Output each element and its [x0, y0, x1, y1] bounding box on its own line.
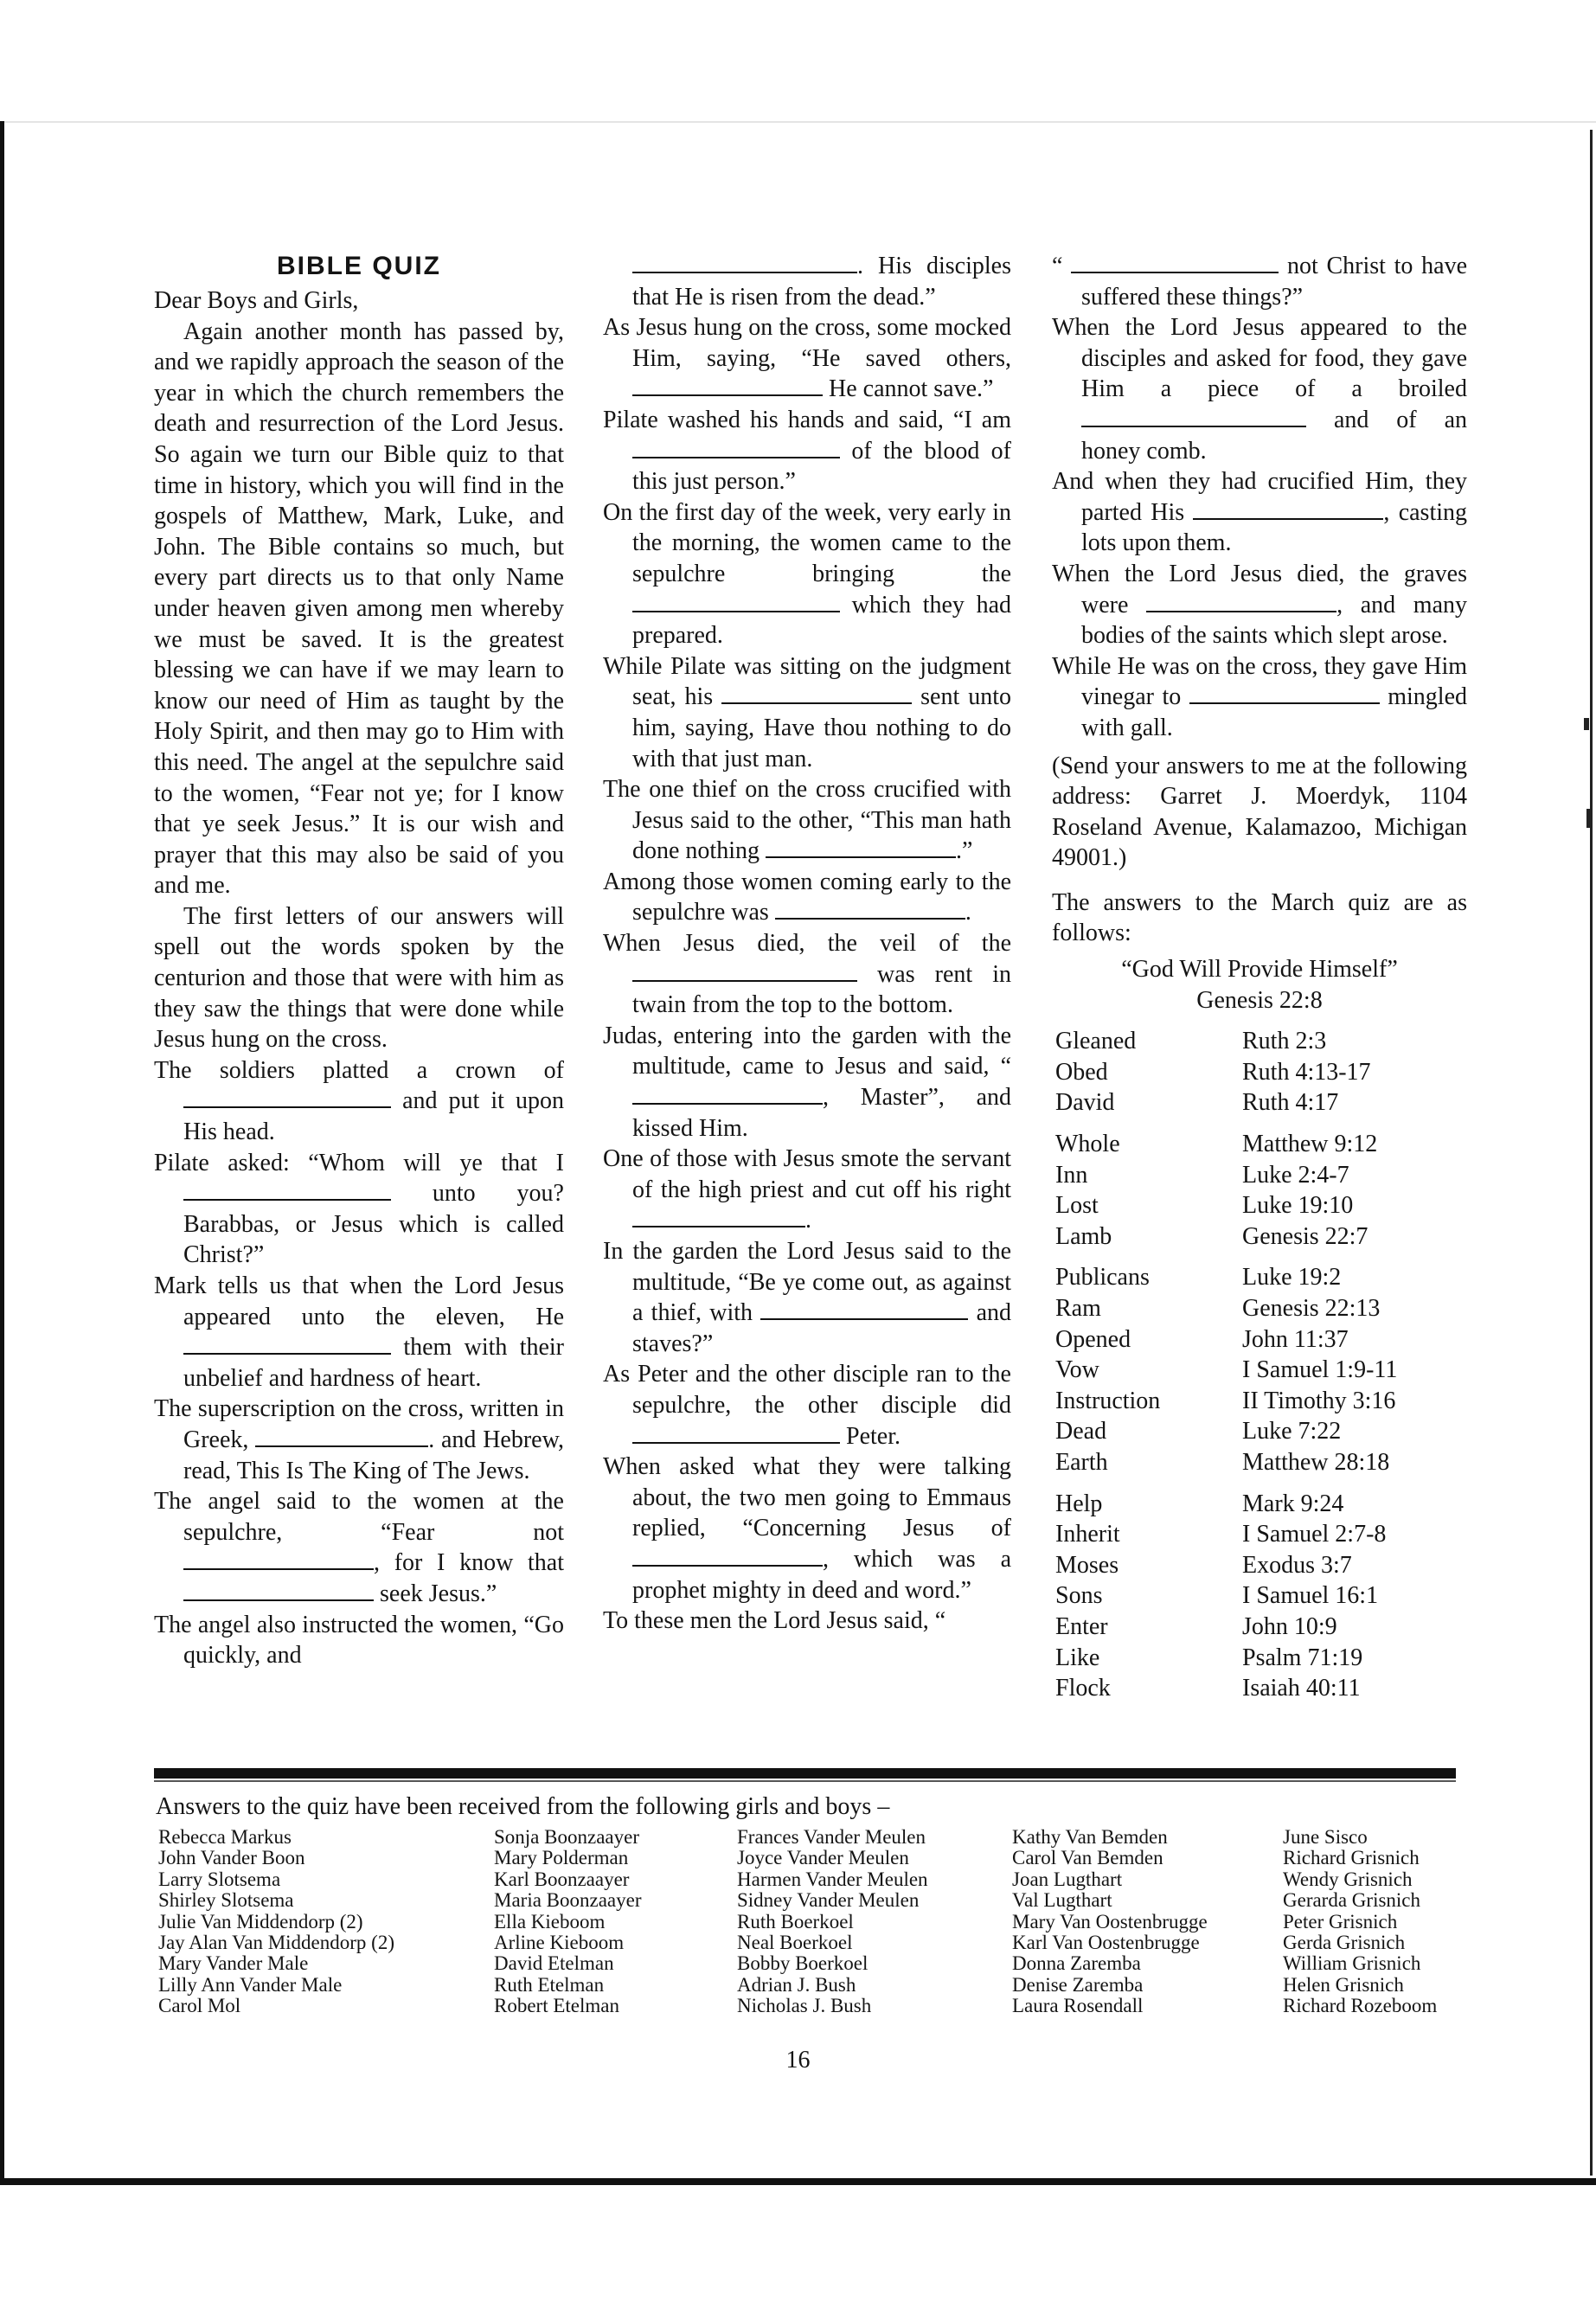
- answer-reference: Exodus 3:7: [1242, 1551, 1352, 1579]
- answer-blank: [183, 1549, 374, 1570]
- answer-reference: Genesis 22:13: [1242, 1295, 1381, 1322]
- quiz-column-2: [603, 251, 1011, 1637]
- quiz-question: While He was on the cross, they gave Him vinegar to mingled with gall.: [1052, 652, 1467, 741]
- contributor-name: Gerda Grisnich: [1283, 1932, 1406, 1954]
- answer-blank: [1071, 253, 1279, 273]
- answer-reference: Matthew 9:12: [1242, 1131, 1378, 1158]
- contributor-name: Harmen Vander Meulen: [737, 1868, 928, 1890]
- quiz-question-continued: “ not Christ to have suffered these things?”: [1052, 253, 1468, 311]
- quiz-column-3: [1052, 251, 1467, 1704]
- answer-reference: Luke 7:22: [1242, 1418, 1342, 1445]
- answer-word: Dead: [1055, 1418, 1107, 1445]
- answer-blank: [632, 375, 823, 396]
- contributors-column: [158, 1827, 394, 2017]
- answer-row: [1052, 1673, 1467, 1704]
- quiz-question: Among those women coming early to the sepulchre was .: [603, 868, 1011, 926]
- answer-row: [1052, 1293, 1467, 1324]
- contributor-name: Sonja Boonzaayer: [494, 1826, 639, 1848]
- answer-reference: I Samuel 1:9-11: [1242, 1356, 1398, 1384]
- quiz-question: Judas, entering into the garden with the multitude, came to Jesus and said, “, Master”, and kissed Him.: [603, 1022, 1011, 1142]
- answer-row: [1052, 1324, 1467, 1356]
- answer-row: [1052, 1386, 1467, 1417]
- contributor-name: Neal Boerkoel: [737, 1932, 853, 1954]
- quiz-column-1: [154, 251, 564, 1671]
- answer-row: [1052, 1580, 1467, 1612]
- contributor-name: Bobby Boerkoel: [737, 1952, 869, 1975]
- answer-reference: Mark 9:24: [1242, 1490, 1344, 1517]
- answer-blank: [632, 438, 840, 458]
- contributor-name: Denise Zaremba: [1012, 1973, 1144, 1996]
- quiz-question: The angel said to the women at the sepulchre, “Fear not , for I know that seek Jesus.”: [154, 1488, 564, 1607]
- contributor-name: William Grisnich: [1283, 1952, 1421, 1975]
- answer-row: [1052, 1016, 1467, 1057]
- answer-row: [1052, 1416, 1467, 1447]
- send-answers-note: (Send your answers to me at the following address: Garret J. Moerdyk, 1104 Roseland Avenue, Kalamazoo, Michigan 49001.): [1052, 752, 1467, 872]
- contributor-name: Arline Kieboom: [494, 1932, 625, 1954]
- answer-blank: [632, 592, 840, 612]
- scan-mark: [1584, 718, 1589, 730]
- contributors-column: [494, 1827, 642, 2017]
- answer-reference: John 11:37: [1242, 1325, 1349, 1353]
- section-divider: [154, 1768, 1456, 1779]
- quiz-question: On the first day of the week, very early in the morning, the women came to the sepulchre bringing the which they had prepared.: [603, 498, 1012, 650]
- quiz-question: To these men the Lord Jesus said, “: [603, 1607, 946, 1635]
- answer-word: Inherit: [1055, 1521, 1120, 1548]
- answer-word: Lamb: [1055, 1222, 1112, 1250]
- answer-word: Earth: [1055, 1448, 1108, 1476]
- answer-blank: [760, 1299, 968, 1320]
- answer-reference: Ruth 4:13-17: [1242, 1058, 1371, 1086]
- quiz-question-continued: . His disciples that He is risen from the dead.”: [632, 253, 1011, 311]
- contributor-name: David Etelman: [494, 1952, 614, 1975]
- answer-reference: I Samuel 2:7-8: [1242, 1521, 1387, 1548]
- answer-blank: [1146, 592, 1336, 612]
- answer-blank: [632, 253, 857, 273]
- quiz-question: Pilate washed his hands and said, “I am of the blood of this just person.”: [603, 406, 1011, 496]
- answer-word: Ram: [1055, 1295, 1101, 1322]
- answer-row: [1052, 1252, 1467, 1293]
- contributor-name: Peter Grisnich: [1283, 1910, 1398, 1932]
- contributor-name: Maria Boonzaayer: [494, 1889, 642, 1912]
- answer-row: [1052, 1355, 1467, 1386]
- contributor-name: Wendy Grisnich: [1283, 1868, 1413, 1890]
- contributor-name: June Sisco: [1283, 1826, 1368, 1848]
- answer-reference: Ruth 4:17: [1242, 1089, 1339, 1117]
- contributor-name: Larry Slotsema: [158, 1868, 281, 1890]
- contributors-column: [737, 1827, 928, 2017]
- answers-title: “God Will Provide Himself”: [1121, 956, 1398, 984]
- answer-blank: [632, 1084, 823, 1105]
- answer-reference: Luke 19:2: [1242, 1264, 1342, 1292]
- answer-blank: [1193, 499, 1383, 520]
- answer-word: Publicans: [1055, 1264, 1150, 1292]
- answer-row: [1052, 1447, 1467, 1478]
- answer-row: [1052, 1190, 1467, 1221]
- answer-word: David: [1055, 1089, 1115, 1117]
- contributor-name: Julie Van Middendorp (2): [158, 1910, 363, 1932]
- contributor-name: Richard Rozeboom: [1283, 1995, 1438, 2017]
- contributor-name: Sidney Vander Meulen: [737, 1889, 920, 1912]
- contributor-name: Frances Vander Meulen: [737, 1826, 926, 1848]
- quiz-question: When the Lord Jesus died, the graves were , and many bodies of the saints which slept arose.: [1052, 560, 1467, 650]
- answer-reference: Isaiah 40:11: [1242, 1675, 1361, 1702]
- answer-row: [1052, 1087, 1467, 1118]
- answer-reference: Genesis 22:7: [1242, 1222, 1368, 1250]
- contributor-name: Karl Boonzaayer: [494, 1868, 630, 1890]
- answer-reference: John 10:9: [1242, 1612, 1337, 1640]
- quiz-question: In the garden the Lord Jesus said to the multitude, “Be ye come out, as against a thief, with and staves?”: [603, 1238, 1012, 1357]
- answer-row: [1052, 1519, 1467, 1550]
- answer-word: Opened: [1055, 1325, 1131, 1353]
- answer-row: [1052, 1118, 1467, 1160]
- page-right-edge: [1590, 130, 1593, 2176]
- quiz-question: The angel also instructed the women, “Go quickly, and: [154, 1611, 564, 1670]
- contributor-name: Nicholas J. Bush: [737, 1995, 872, 2017]
- answers-intro: The answers to the March quiz are as follows:: [1052, 888, 1467, 947]
- contributor-name: Carol Van Bemden: [1012, 1847, 1163, 1869]
- answer-blank: [183, 1180, 391, 1201]
- answer-blank: [721, 683, 912, 704]
- answer-word: Moses: [1055, 1551, 1119, 1579]
- page-number: 16: [785, 2047, 811, 2073]
- answer-blank: [1189, 683, 1380, 704]
- contributor-name: Donna Zaremba: [1012, 1952, 1141, 1975]
- quiz-question: The superscription on the cross, written in Greek, . and Hebrew, read, This Is The King of The Jews.: [154, 1395, 565, 1484]
- answer-word: Gleaned: [1055, 1028, 1137, 1055]
- answer-word: Like: [1055, 1644, 1100, 1671]
- quiz-question: The soldiers platted a crown of and put it upon His head.: [154, 1056, 565, 1146]
- answer-word: Instruction: [1055, 1387, 1161, 1414]
- contributor-name: Kathy Van Bemden: [1012, 1826, 1168, 1848]
- page-title: BIBLE QUIZ: [277, 252, 441, 280]
- answer-blank: [183, 1087, 391, 1108]
- contributor-name: Ella Kieboom: [494, 1910, 606, 1932]
- contributor-name: Laura Rosendall: [1012, 1995, 1144, 2017]
- answer-row: [1052, 1478, 1467, 1520]
- answer-reference: II Timothy 3:16: [1242, 1387, 1396, 1414]
- contributor-name: Ruth Etelman: [494, 1973, 605, 1996]
- quiz-question: As Peter and the other disciple ran to the sepulchre, the other disciple did Peter.: [603, 1361, 1011, 1450]
- intro-paragraph: Again another month has passed by, and we rapidly approach the season of the year in which the church remembers the death and resurrection of the Lord Jesus. So again we turn our Bible quiz to that time in history, which you will find in the gospels of Matthew, Mark, Luke, and John. The Bible contains so much, but every part directs us to that only Name under heaven given among men whereby we must be saved. It is the greatest blessing we can have if we may learn to know our need of Him as taught by the Holy Spirit, and then may go to Him with this need. The angel at the sepulchre said to the women, “Fear not ye; for I know that ye seek Jesus.” It is our wish and prayer that this may also be said of you and me.: [154, 317, 564, 900]
- contributor-name: Robert Etelman: [494, 1995, 619, 2017]
- contributor-name: Val Lugthart: [1012, 1889, 1112, 1912]
- answer-reference: Psalm 71:19: [1242, 1644, 1363, 1671]
- contributor-name: Richard Grisnich: [1283, 1847, 1420, 1869]
- contributor-name: Jay Alan Van Middendorp (2): [158, 1932, 394, 1954]
- quiz-question: One of those with Jesus smote the servant of the high priest and cut off his right .: [603, 1145, 1011, 1234]
- answer-blank: [632, 961, 857, 982]
- quiz-question: Mark tells us that when the Lord Jesus appeared unto the eleven, He them with their unbelief and hardness of heart.: [154, 1272, 565, 1392]
- answer-blank: [632, 1546, 823, 1567]
- contributor-name: Rebecca Markus: [158, 1826, 292, 1848]
- answer-row: [1052, 1612, 1467, 1643]
- contributors-heading: Answers to the quiz have been received from the following girls and boys –: [156, 1793, 890, 1820]
- intro-paragraph: The first letters of our answers will spell out the words spoken by the centurion and those that were with him as they saw the things that were done while Jesus hung on the cross.: [154, 902, 564, 1054]
- contributors-column: [1283, 1827, 1437, 2017]
- contributor-name: John Vander Boon: [158, 1847, 305, 1869]
- answer-blank: [255, 1426, 428, 1447]
- quiz-question: And when they had crucified Him, they parted His , casting lots upon them.: [1052, 468, 1468, 557]
- contributor-name: Lilly Ann Vander Male: [158, 1973, 343, 1996]
- answers-reference: Genesis 22:8: [1196, 986, 1323, 1014]
- answer-word: Obed: [1055, 1058, 1108, 1086]
- answer-word: Lost: [1055, 1192, 1099, 1220]
- contributor-name: Joyce Vander Meulen: [737, 1847, 909, 1869]
- contributor-name: Gerarda Grisnich: [1283, 1889, 1421, 1912]
- answers-table: [1052, 1016, 1467, 1703]
- contributor-name: Mary Vander Male: [158, 1952, 309, 1975]
- answer-word: Sons: [1055, 1582, 1103, 1610]
- page-bottom-edge: [0, 2178, 1596, 2185]
- quiz-question: When asked what they were talking about, the two men going to Emmaus replied, “Concerning Jesus of , which was a prophet mighty in deed and word.”: [603, 1453, 1011, 1604]
- answer-row: [1052, 1160, 1467, 1191]
- scan-mark: [1586, 809, 1590, 828]
- quiz-question: While Pilate was sitting on the judgment seat, his sent unto him, saying, Have thou nothing to do with that just man.: [603, 652, 1012, 772]
- answer-blank: [1081, 407, 1306, 427]
- answer-reference: Luke 2:4-7: [1242, 1161, 1349, 1189]
- answer-word: Whole: [1055, 1131, 1120, 1158]
- answer-blank: [632, 1423, 840, 1444]
- quiz-question: The one thief on the cross crucified with Jesus said to the other, “This man hath done nothing .”: [603, 776, 1011, 865]
- quiz-question: When the Lord Jesus appeared to the disciples and asked for food, they gave Him a piece of a broiled and of an honey comb.: [1052, 314, 1467, 465]
- contributor-name: Karl Van Oostenbrugge: [1012, 1932, 1200, 1954]
- salutation: Dear Boys and Girls,: [154, 287, 359, 314]
- answer-row: [1052, 1057, 1467, 1088]
- contributors-column: [1012, 1827, 1208, 2017]
- answer-blank: [632, 1207, 805, 1227]
- contributor-name: Helen Grisnich: [1283, 1973, 1404, 1996]
- contributor-name: Ruth Boerkoel: [737, 1910, 854, 1932]
- contributor-name: Shirley Slotsema: [158, 1889, 294, 1912]
- answer-word: Enter: [1055, 1612, 1108, 1640]
- page-left-edge: [0, 121, 4, 2180]
- contributor-name: Carol Mol: [158, 1995, 241, 2017]
- quiz-question: When Jesus died, the veil of the was rent in twain from the top to the bottom.: [603, 930, 1011, 1019]
- answer-reference: I Samuel 16:1: [1242, 1582, 1379, 1610]
- contributor-name: Mary Polderman: [494, 1847, 629, 1869]
- answer-word: Flock: [1055, 1675, 1111, 1702]
- answer-reference: Luke 19:10: [1242, 1192, 1354, 1220]
- answer-blank: [183, 1580, 374, 1601]
- answer-reference: Matthew 28:18: [1242, 1448, 1390, 1476]
- answer-row: [1052, 1221, 1467, 1253]
- answer-row: [1052, 1643, 1467, 1674]
- contributor-name: Adrian J. Bush: [737, 1973, 856, 1996]
- quiz-question: As Jesus hung on the cross, some mocked Him, saying, “He saved others, He cannot save.”: [603, 314, 1011, 403]
- section-divider-thin: [154, 1780, 1456, 1782]
- answer-row: [1052, 1550, 1467, 1581]
- answer-blank: [766, 837, 956, 858]
- answer-blank: [775, 899, 965, 920]
- contributor-name: Joan Lugthart: [1012, 1868, 1123, 1890]
- quiz-question: Pilate asked: “Whom will ye that I unto you? Barabbas, or Jesus which is called Christ?”: [154, 1149, 564, 1269]
- page-top-rule: [0, 121, 1596, 123]
- contributor-name: Mary Van Oostenbrugge: [1012, 1910, 1208, 1932]
- answer-reference: Ruth 2:3: [1242, 1028, 1327, 1055]
- answer-word: Inn: [1055, 1161, 1088, 1189]
- answer-blank: [183, 1334, 391, 1355]
- answer-word: Help: [1055, 1490, 1103, 1517]
- answer-word: Vow: [1055, 1356, 1099, 1384]
